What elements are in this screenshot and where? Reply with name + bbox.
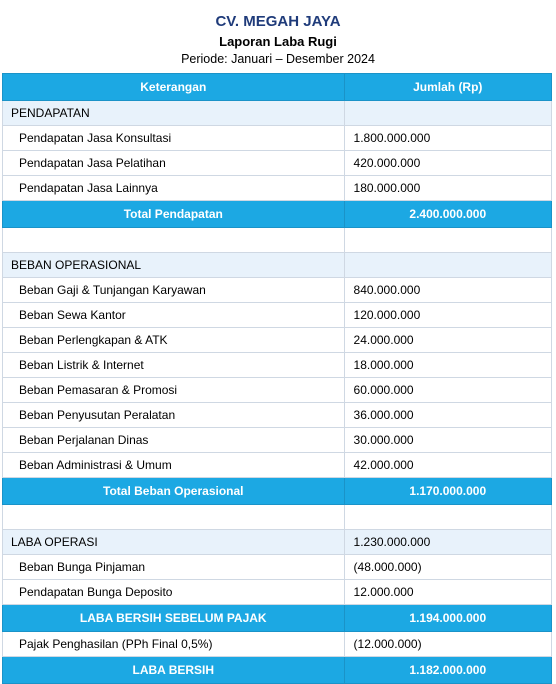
item-row [3, 303, 552, 328]
row-amount: 840.000.000 [344, 278, 551, 303]
section-row [3, 101, 552, 126]
section-row [3, 253, 552, 278]
section-row [3, 530, 552, 555]
blank-row [3, 505, 552, 530]
row-amount: 1.170.000.000 [344, 478, 551, 505]
row-amount: (48.000.000) [344, 555, 551, 580]
row-label: LABA OPERASI [3, 530, 345, 555]
column-header-description: Keterangan [3, 74, 345, 101]
row-amount: 60.000.000 [344, 378, 551, 403]
row-label [3, 505, 345, 530]
row-amount [344, 228, 551, 253]
row-amount: 1.230.000.000 [344, 530, 551, 555]
item-row [3, 453, 552, 478]
blank-row [3, 228, 552, 253]
row-label: BEBAN OPERASIONAL [3, 253, 345, 278]
row-label: Pendapatan Bunga Deposito [3, 580, 345, 605]
income-statement-table [2, 73, 552, 684]
row-label: Beban Sewa Kantor [3, 303, 345, 328]
row-label: Pendapatan Jasa Lainnya [3, 176, 345, 201]
column-header-amount: Jumlah (Rp) [344, 74, 551, 101]
row-amount [344, 101, 551, 126]
row-label: Total Pendapatan [3, 201, 345, 228]
row-label: Beban Perlengkapan & ATK [3, 328, 345, 353]
row-label: Total Beban Operasional [3, 478, 345, 505]
total-row [3, 605, 552, 632]
row-label: PENDAPATAN [3, 101, 345, 126]
total-row [3, 657, 552, 684]
row-label: Pajak Penghasilan (PPh Final 0,5%) [3, 632, 345, 657]
item-row [3, 378, 552, 403]
row-amount: 24.000.000 [344, 328, 551, 353]
row-amount: (12.000.000) [344, 632, 551, 657]
company-name: CV. MEGAH JAYA [215, 13, 341, 30]
row-amount [344, 505, 551, 530]
row-label: Beban Bunga Pinjaman [3, 555, 345, 580]
row-label: Beban Pemasaran & Promosi [3, 378, 345, 403]
row-label: Beban Gaji & Tunjangan Karyawan [3, 278, 345, 303]
item-row [3, 126, 552, 151]
item-row [3, 428, 552, 453]
row-label: Beban Penyusutan Peralatan [3, 403, 345, 428]
report-title: Laporan Laba Rugi [219, 34, 337, 49]
row-amount: 1.194.000.000 [344, 605, 551, 632]
item-row [3, 580, 552, 605]
row-label: LABA BERSIH SEBELUM PAJAK [3, 605, 345, 632]
item-row [3, 278, 552, 303]
row-amount: 12.000.000 [344, 580, 551, 605]
row-amount: 180.000.000 [344, 176, 551, 201]
row-label [3, 228, 345, 253]
row-amount: 1.800.000.000 [344, 126, 551, 151]
item-row [3, 151, 552, 176]
row-amount: 18.000.000 [344, 353, 551, 378]
row-amount: 120.000.000 [344, 303, 551, 328]
item-row [3, 328, 552, 353]
item-row [3, 632, 552, 657]
row-amount: 1.182.000.000 [344, 657, 551, 684]
row-amount: 420.000.000 [344, 151, 551, 176]
row-amount: 30.000.000 [344, 428, 551, 453]
row-label: Beban Perjalanan Dinas [3, 428, 345, 453]
row-amount: 2.400.000.000 [344, 201, 551, 228]
row-label: LABA BERSIH [3, 657, 345, 684]
row-label: Beban Administrasi & Umum [3, 453, 345, 478]
row-amount [344, 253, 551, 278]
item-row [3, 176, 552, 201]
row-amount: 42.000.000 [344, 453, 551, 478]
item-row [3, 555, 552, 580]
table-header-row [3, 74, 552, 101]
item-row [3, 403, 552, 428]
row-label: Beban Listrik & Internet [3, 353, 345, 378]
row-label: Pendapatan Jasa Pelatihan [3, 151, 345, 176]
total-row [3, 478, 552, 505]
item-row [3, 353, 552, 378]
row-label: Pendapatan Jasa Konsultasi [3, 126, 345, 151]
row-amount: 36.000.000 [344, 403, 551, 428]
total-row [3, 201, 552, 228]
report-period: Periode: Januari – Desember 2024 [181, 52, 375, 66]
